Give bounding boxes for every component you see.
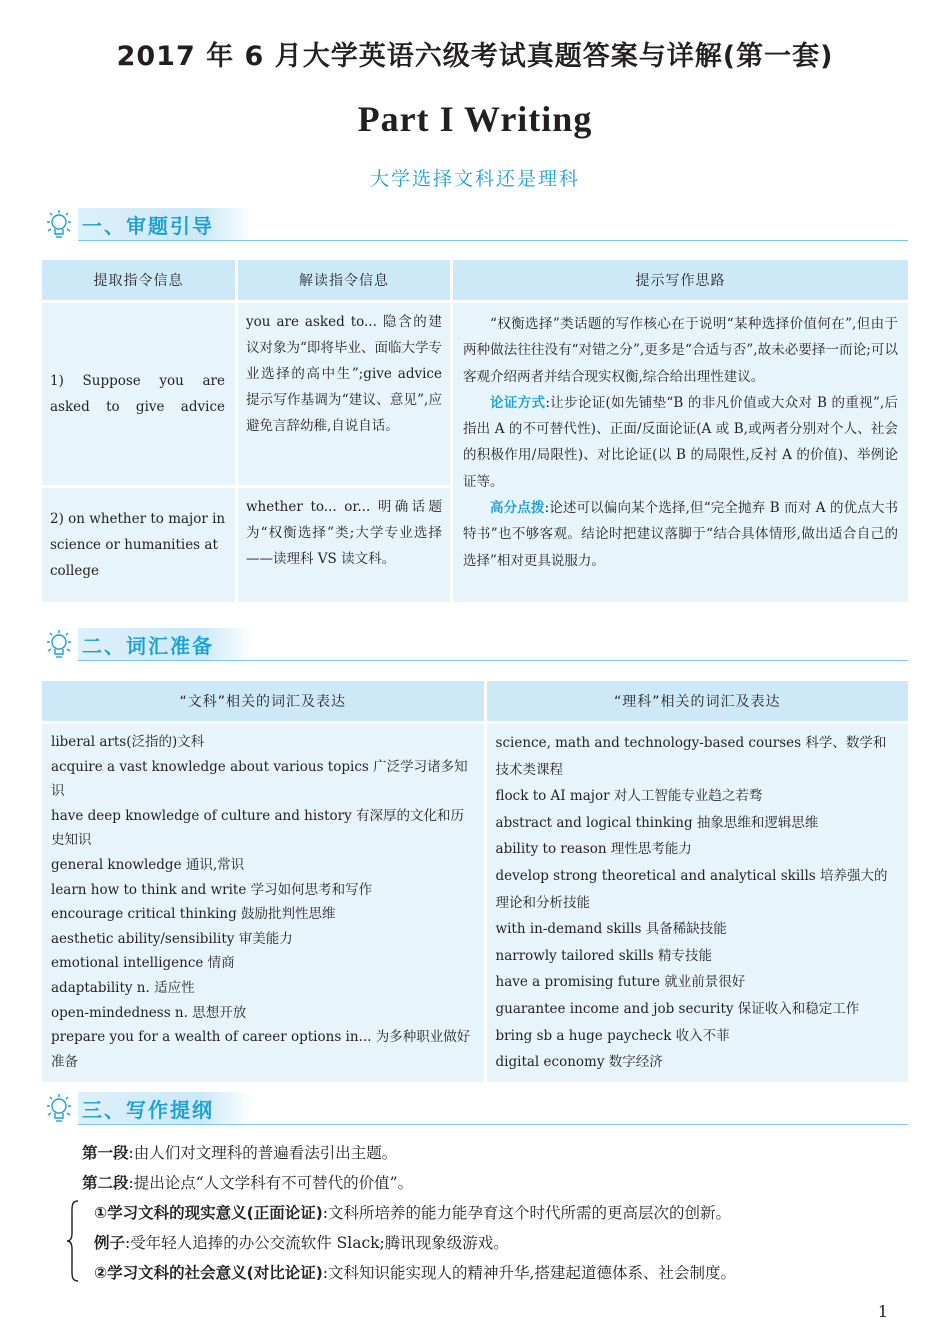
table-header: 解读指令信息	[238, 260, 450, 300]
brace-icon	[66, 1199, 80, 1283]
table-cell: whether to... or... 明确话题为“权衡选择”类;大学专业选择——读理科 VS 读文科。	[238, 488, 450, 602]
hint-paragraph: “权衡选择”类话题的写作核心在于说明“某种选择价值何在”,但由于两种做法往往没有“对错之分”,更多是“合适与否”,故未必要择一而论;可以客观介绍两者并结合现实权衡,综合给出理性建议。	[463, 316, 898, 385]
humanities-vocab-cell	[42, 724, 484, 1082]
hint-text: :让步论证(如先铺垫“B 的非凡价值或大众对 B 的重视”,后指出 A 的不可替代性)、正面/反面论证(A 或 B,或两者分别对个人、社会的积极作用/局限性)、对比论证(以 B 的局限性,反衬 A 的价值)、举例论证等。	[463, 394, 899, 490]
outline-label: ②学习文科的社会意义(对比论证)	[94, 1264, 323, 1282]
outline-text: :文科所培养的能力能孕育这个时代所需的更高层次的创新。	[322, 1204, 732, 1222]
table-header: 提示写作思路	[453, 260, 908, 300]
hint-label: 论证方式	[490, 394, 546, 411]
list-item: emotional intelligence 情商	[51, 955, 235, 972]
list-item: digital economy 数字经济	[495, 1054, 663, 1071]
outline-label: 第一段	[82, 1144, 129, 1162]
outline-item	[82, 1258, 912, 1288]
table-header: “理科”相关的词汇及表达	[487, 681, 908, 721]
table-header: 提取指令信息	[42, 260, 235, 300]
outline-text: :由人们对文理科的普遍看法引出主题。	[128, 1144, 398, 1162]
lightbulb-icon	[42, 1092, 76, 1126]
outline-item	[82, 1168, 912, 1198]
section-label: 二、词汇准备	[82, 634, 214, 658]
list-item: aesthetic ability/sensibility 审美能力	[51, 930, 293, 947]
list-item: acquire a vast knowledge about various topics 广泛学习诸多知识	[51, 758, 468, 800]
outline-text: :文科知识能实现人的精神升华,搭建起道德体系、社会制度。	[322, 1264, 736, 1282]
table-cell: 1) Suppose you are asked to give advice	[42, 303, 235, 485]
list-item: guarantee income and job security 保证收入和稳定工作	[495, 1000, 860, 1017]
list-item: liberal arts(泛指的)文科	[51, 734, 205, 750]
list-item: develop strong theoretical and analytical skills 培养强大的理论和分析技能	[495, 867, 888, 911]
section-header-vocab	[42, 628, 908, 662]
list-item: narrowly tailored skills 精专技能	[495, 947, 712, 964]
list-item: have a promising future 就业前景很好	[495, 974, 746, 991]
page-number: 1	[877, 1302, 888, 1321]
outline-text: :提出论点“人文学科有不可替代的价值”。	[128, 1174, 414, 1192]
list-item: ability to reason 理性思考能力	[495, 841, 692, 858]
list-item: abstract and logical thinking 抽象思维和逻辑思维	[495, 814, 819, 831]
list-item: have deep knowledge of culture and history 有深厚的文化和历史知识	[51, 807, 465, 849]
writing-hint-cell	[453, 303, 908, 602]
section-label: 三、写作提纲	[82, 1098, 214, 1122]
outline-item	[82, 1228, 912, 1258]
list-item: open-mindedness n. 思想开放	[51, 1004, 247, 1021]
list-item: science, math and technology-based courses 科学、数学和技术类课程	[495, 735, 887, 778]
table-header: “文科”相关的词汇及表达	[42, 681, 484, 721]
outline-text: :受年轻人追捧的办公交流软件 Slack;腾讯现象级游戏。	[125, 1234, 509, 1252]
hint-paragraph	[463, 390, 898, 495]
lightbulb-icon	[42, 628, 76, 662]
outline-item	[82, 1198, 912, 1228]
list-item: flock to AI major 对人工智能专业趋之若骛	[495, 788, 763, 805]
list-item: bring sb a huge paycheck 收入不菲	[495, 1027, 730, 1044]
list-item: with in-demand skills 具备稀缺技能	[495, 921, 727, 938]
hint-text: :论述可以偏向某个选择,但“完全抛弃 B 而对 A 的优点大书特书”也不够客观。结论时把建议落脚于“结合具体情形,做出适合自己的选择”相对更具说服力。	[463, 500, 899, 569]
section-header-outline	[42, 1092, 908, 1126]
analysis-table	[39, 257, 911, 605]
list-item: learn how to think and write 学习如何思考和写作	[51, 881, 373, 898]
outline-item	[82, 1138, 912, 1168]
outline-label: ①学习文科的现实意义(正面论证)	[94, 1204, 323, 1222]
hint-label: 高分点拨	[490, 500, 545, 517]
outline-label: 例子	[94, 1234, 126, 1252]
section-header-guide	[42, 208, 908, 242]
writing-outline	[82, 1138, 912, 1288]
list-item: adaptability n. 适应性	[51, 979, 195, 996]
lightbulb-icon	[42, 208, 76, 242]
table-cell: 2) on whether to major in science or humanities at college	[42, 488, 235, 602]
vocabulary-table	[39, 678, 911, 1085]
table-cell: you are asked to... 隐含的建议对象为“即将毕业、面临大学专业选择的高中生”;give advice 提示写作基调为“建议、意见”,应避免言辞幼稚,自说自话。	[238, 303, 450, 485]
list-item: general knowledge 通识,常识	[51, 856, 245, 873]
topic-heading: 大学选择文科还是理科	[369, 168, 580, 190]
science-vocab-cell	[487, 724, 908, 1082]
part-heading: Part I Writing	[357, 99, 593, 139]
section-label: 一、审题引导	[82, 214, 214, 238]
hint-paragraph	[463, 495, 898, 574]
outline-label: 第二段	[82, 1174, 129, 1192]
list-item: encourage critical thinking 鼓励批判性思维	[51, 906, 336, 923]
list-item: prepare you for a wealth of career options in... 为多种职业做好准备	[51, 1029, 471, 1070]
page-title: 2017 年 6 月大学英语六级考试真题答案与详解(第一套)	[116, 41, 834, 72]
